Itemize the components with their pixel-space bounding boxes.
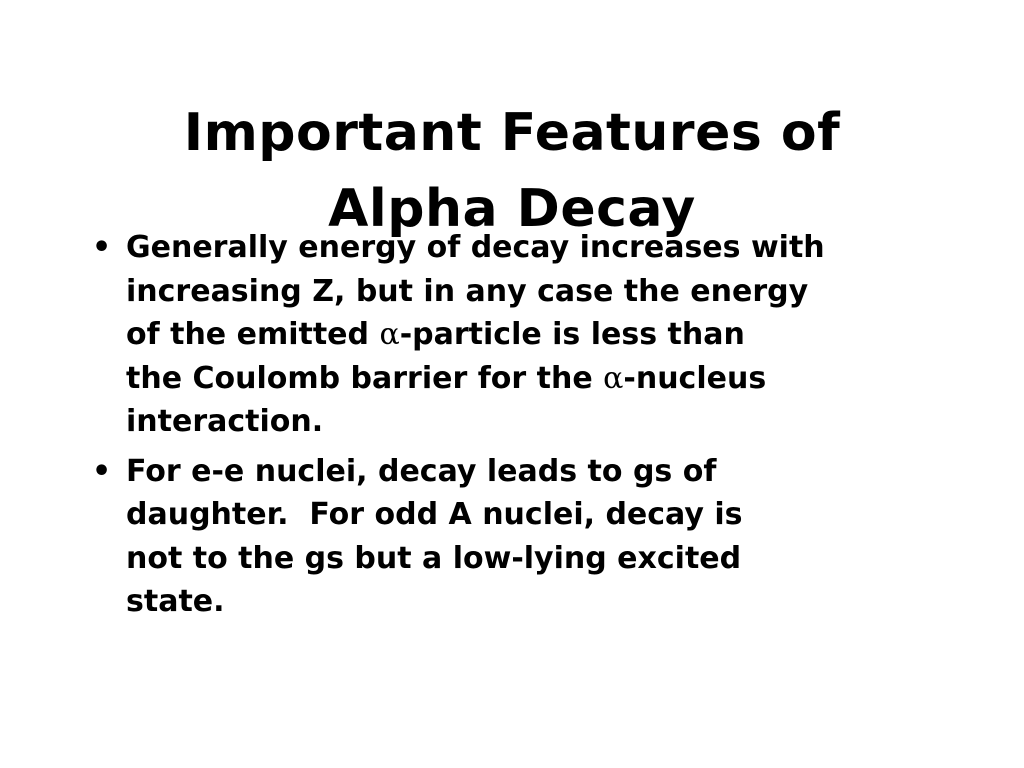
bullet-marker: • (92, 453, 112, 489)
bullet-1-line-4 (126, 357, 942, 401)
bullet-marker: • (92, 230, 112, 265)
text-run: of the emitted (126, 317, 380, 352)
bullet-2-line-1 (126, 450, 942, 494)
bullet-1-line-2 (126, 270, 942, 314)
text-run: For e-e nuclei, decay leads to gs of (126, 453, 717, 489)
text-run: daughter. For odd A nuclei, decay is (126, 497, 743, 532)
bullet-item-2 (92, 450, 942, 624)
title-line-2: Alpha Decay (328, 178, 696, 239)
alpha-symbol: α (603, 360, 624, 396)
text-run: Generally energy of decay increases with (126, 230, 825, 265)
bullet-1-line-3 (126, 313, 942, 357)
alpha-symbol: α (379, 317, 400, 352)
bullet-2-line-3 (126, 537, 942, 581)
bullet-item-1 (92, 226, 942, 444)
slide-title (80, 95, 944, 247)
text-run: not to the gs but a low-lying excited (126, 540, 742, 576)
text-run: interaction. (126, 404, 324, 439)
text-run: -particle is less than (399, 317, 745, 352)
bullet-2-line-4 (126, 580, 942, 624)
text-run: state. (126, 584, 225, 619)
bullet-list (92, 226, 942, 630)
text-run: increasing Z, but in any case the energy (126, 273, 809, 309)
title-line-1: Important Features of (183, 102, 841, 163)
text-run: -nucleus (623, 360, 767, 396)
bullet-1-line-5 (126, 400, 942, 444)
bullet-1-line-1 (126, 226, 942, 270)
bullet-2-line-2 (126, 493, 942, 537)
text-run: the Coulomb barrier for the (126, 360, 604, 396)
